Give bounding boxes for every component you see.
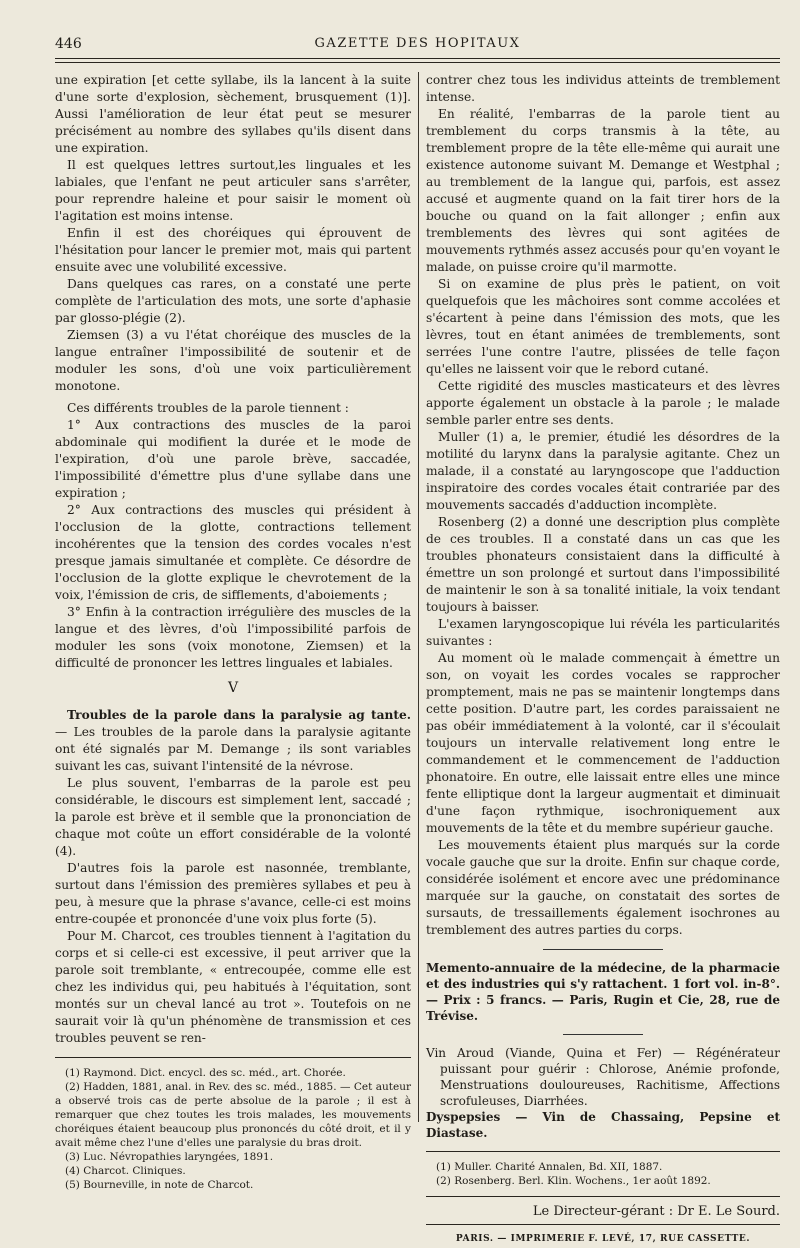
footnote: (3) Luc. Névropathies laryngées, 1891. xyxy=(65,1151,274,1163)
paragraph: Ces différents troubles de la parole tiennent : xyxy=(67,401,349,415)
footnote: (2) Rosenberg. Berl. Klin. Wochens., 1er août 1892. xyxy=(436,1175,711,1187)
imprint-rule xyxy=(426,1224,780,1225)
page-header xyxy=(55,36,780,56)
paragraph: Cette rigidité des muscles masticateurs et des lèvres apporte également un obstacle à la parole ; le malade semble parler entre ses dents. xyxy=(426,379,780,427)
column-divider xyxy=(418,72,419,1122)
paragraph: Il est quelques lettres surtout,les linguales et les labiales, que l'enfant ne peut articuler sans s'arrêter, pour reprendre haleine et pour saisir le moment où l'agitation est moins intense. xyxy=(55,158,411,223)
ad-vin-aroud: Vin Aroud (Viande, Quina et Fer) — Régénérateur puissant pour guérir : Chlorose, Anémie profonde, Menstruations douloureuses, Rachitisme, Affections scrofuleuses, Diarrhées. xyxy=(426,1046,780,1108)
section-number: V xyxy=(227,680,239,696)
footnote: (4) Charcot. Cliniques. xyxy=(65,1165,186,1177)
separator-ornament xyxy=(543,949,663,950)
paragraph: En réalité, l'embarras de la parole tient au tremblement du corps transmis à la tête, au tremblement propre de la tête elle-même qui aurait une existence autonome suivant M. Demange et Westphal ; au tremblement de la langue qui, parfois, est assez accusé et augmente quand on la fait tirer hors de la bouche ou quand on la fait allonger ; enfin aux tremblements des lèvres qui sont agitées de mouvements rythmés assez accusés pour qu'en voyant le malade, on puisse croire qu'il marmotte. xyxy=(426,107,780,274)
header-rule-double xyxy=(55,62,780,63)
paragraph: D'autres fois la parole est nasonnée, tremblante, surtout dans l'émission des premières syllabes et peu à peu, à mesure que la phrase s'avance, celle-ci est moins entre-coupée et prononcée d'une voix plus forte (5). xyxy=(55,861,411,926)
section-title: Troubles de la parole dans la paralysie ag tante. xyxy=(67,708,411,722)
ad-dyspepsies: Dyspepsies — Vin de Chassaing, Pepsine et Diastase. xyxy=(426,1110,780,1140)
paragraph: Enfin il est des choréiques qui éprouvent de l'hésitation pour lancer le premier mot, mais qui partent ensuite avec une volubilité excessive. xyxy=(55,226,411,274)
memento-text: Memento-annuaire de la médecine, de la pharmacie et des industries qui s'y rattachent. 1 fort vol. in-8°. — Prix : 5 francs. — Paris, Rugin et Cie, 28, rue de Trévise. xyxy=(426,961,780,1023)
paragraph: Rosenberg (2) a donné une description plus complète de ces troubles. Il a constaté dans un cas que les troubles phonateurs consistaient dans la difficulté à émettre un son prolongé et surtout dans l'impossibilité de maintenir le son à sa tonalité initiale, la voix tendant toujours à baisser. xyxy=(426,515,780,614)
page-number: 446 xyxy=(55,36,82,52)
section-intro: — Les troubles de la parole dans la paralysie agitante ont été signalés par M. Demange ; ils sont variables suivant les cas, suivant l'intensité de la névrose. xyxy=(55,725,411,773)
advertisement xyxy=(426,1045,780,1141)
paragraph: Ziemsen (3) a vu l'état choréique des muscles de la langue entraîner l'impossibilité de soutenir et de moduler les sons, d'où une voix particulièrement monotone. xyxy=(55,328,411,393)
separator xyxy=(563,1034,643,1035)
paragraph: Pour M. Charcot, ces troubles tiennent à l'agitation du corps et si celle-ci est excessive, il peut arriver que la parole soit tremblante, « entrecoupée, comme elle est chez les individus qui, peu habitués à l'équitation, sont montés sur un cheval lancé au trot ». Toutefois on ne saurait voir là qu'un phénomène de transmission et ces troubles peuvent se ren- xyxy=(55,929,411,1045)
header-rule xyxy=(55,58,780,59)
paragraph: Au moment où le malade commençait à émettre un son, on voyait les cordes vocales se rapprocher promptement, mais ne pas se maintenir longtemps dans cette position. D'autre part, les cordes paraissaient ne pas obéir immédiatement à la volonté, car il s'écoulait toujours un intervalle relativement long entre le commandement et le commencement de l'adduction phonatoire. En outre, elle laissait entre elles une mince fente elliptique dont la largeur augmentait et diminuait d'une façon rythmique, isochroniquement aux mouvements de la tête et du membre supérieur gauche. xyxy=(426,651,780,835)
footnote: (5) Bourneville, in note de Charcot. xyxy=(65,1179,254,1191)
footnote: (2) Hadden, 1881, anal. in Rev. des sc. méd., 1885. — Cet auteur a observé trois cas de perte absolue de la parole ; il est à remarquer que chez toutes les trois malades, les mouvements choréiques étaient beaucoup plus prononcés du côté droit, et il y avait même chez l'une d'elles une paralysie du bras droit. xyxy=(55,1081,411,1149)
paragraph: 2° Aux contractions des muscles qui président à l'occlusion de la glotte, contractions tellement incohérentes que la tension des cordes vocales n'est presque jamais simultanée et complète. Ce désordre de l'occlusion de la glotte explique le chevrotement de la voix, l'émission de cris, de sifflements, d'aboiements ; xyxy=(55,503,411,602)
footnote-rule xyxy=(55,1057,411,1058)
paragraph: une expiration [et cette syllabe, ils la lancent à la suite d'une sorte d'explosion, sèchement, brusquement (1)]. Aussi l'amélioration de leur état peut se mesurer précisément au nombre des syllabes qu'ils disent dans une expiration. xyxy=(55,73,411,155)
paragraph: 1° Aux contractions des muscles de la paroi abdominale qui modifient la durée et le mode de l'expiration, d'où une parole brève, saccadée, l'impossibilité d'émettre plus d'une syllabe dans une expiration ; xyxy=(55,418,411,500)
memento-notice xyxy=(426,960,780,1024)
left-column xyxy=(55,72,411,1192)
right-footnotes xyxy=(426,1160,780,1188)
paragraph: 3° Enfin à la contraction irrégulière des muscles de la langue et des lèvres, d'où l'impossibilité parfois de moduler les sons (voix monotone, Ziemsen) et la difficulté de prononcer les lettres linguales et labiales. xyxy=(55,605,411,670)
footnote: (1) Muller. Charité Annalen, Bd. XII, 1887. xyxy=(436,1161,663,1173)
paragraph: Muller (1) a, le premier, étudié les désordres de la motilité du larynx dans la paralysie agitante. Chez un malade, il a constaté au laryngoscope que l'adduction inspiratoire des cordes vocales était contrariée par des mouvements saccadés d'adduction incomplète. xyxy=(426,430,780,512)
signature-rule xyxy=(426,1196,780,1197)
footnote-rule xyxy=(426,1151,780,1152)
footnote: (1) Raymond. Dict. encycl. des sc. méd., art. Chorée. xyxy=(65,1067,346,1079)
right-column xyxy=(426,72,780,1248)
publication-title: GAZETTE DES HOPITAUX xyxy=(314,36,521,51)
paragraph: Dans quelques cas rares, on a constaté une perte complète de l'articulation des mots, une sorte d'aphasie par glosso-plégie (2). xyxy=(55,277,411,325)
paragraph: Les mouvements étaient plus marqués sur la corde vocale gauche que sur la droite. Enfin sur chaque corde, considérée isolément et encore avec une prédominance marquée sur la gauche, on constatait des sortes de sursauts, de tressaillements également isochrones au tremblement des autres parties du corps. xyxy=(426,838,780,937)
paragraph: contrer chez tous les individus atteints de tremblement intense. xyxy=(426,73,780,104)
left-footnotes xyxy=(55,1066,411,1192)
paragraph: Si on examine de plus près le patient, on voit quelquefois que les mâchoires sont comme accolées et s'écartent à peine dans l'émission des mots, que les lèvres, tout en étant animées de tremblements, sont serrées l'une contre l'autre, plissées de telle façon qu'elles ne laissent voir que le rebord cutané. xyxy=(426,277,780,376)
paragraph: L'examen laryngoscopique lui révéla les particularités suivantes : xyxy=(426,617,780,648)
director-signature: Le Directeur-gérant : Dr E. Le Sourd. xyxy=(532,1204,780,1219)
paragraph: Le plus souvent, l'embarras de la parole est peu considérable, le discours est simplement lent, saccadé ; la parole est brève et il semble que la prononciation de chaque mot coûte un effort considérable de la volonté (4). xyxy=(55,776,411,858)
printer-imprint: PARIS. — IMPRIMERIE F. LEVÉ, 17, RUE CASSETTE. xyxy=(455,1234,751,1244)
